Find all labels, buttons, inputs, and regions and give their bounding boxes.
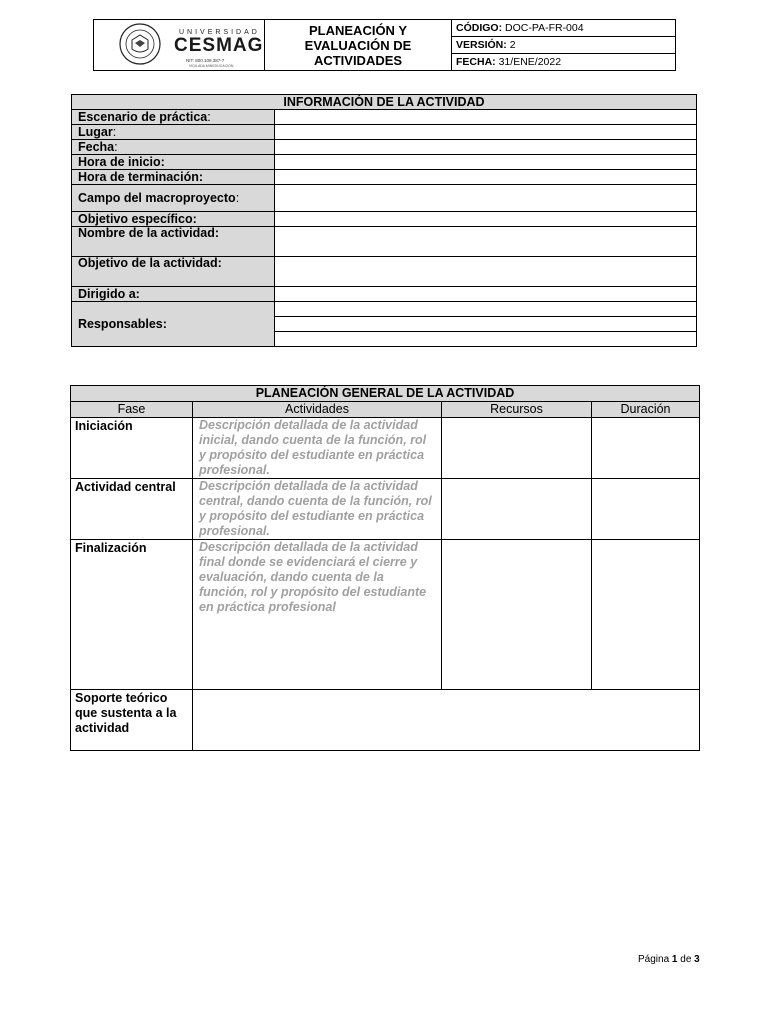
recursos-finalizacion[interactable]	[442, 540, 592, 690]
hora-fin-field[interactable]	[275, 170, 697, 185]
soporte-field[interactable]	[193, 690, 700, 751]
duracion-finalizacion[interactable]	[592, 540, 700, 690]
fase-iniciacion: Iniciación	[71, 418, 193, 479]
table-row	[71, 418, 700, 479]
duracion-central[interactable]	[592, 479, 700, 540]
fase-finalizacion: Finalización	[71, 540, 193, 690]
table-row	[71, 690, 700, 751]
version-value: 2	[509, 39, 516, 51]
lugar-label: Lugar:	[72, 125, 275, 140]
page-number	[638, 954, 700, 965]
responsable-field-1[interactable]	[275, 302, 697, 317]
nombre-field[interactable]	[275, 227, 697, 257]
actividad-iniciacion[interactable]: Descripción detallada de la actividad inicial, dando cuenta de la función, rol y propósito del estudiante en práctica profesional.	[193, 418, 442, 479]
actividad-central[interactable]: Descripción detallada de la actividad central, dando cuenta de la función, rol y propósito del estudiante en práctica profesional.	[193, 479, 442, 540]
col-duracion: Duración	[592, 402, 700, 418]
objetivo-actividad-label: Objetivo de la actividad:	[72, 257, 275, 287]
table-row	[71, 540, 700, 690]
actividad-finalizacion[interactable]: Descripción detallada de la actividad final donde se evidenciará el cierre y evaluación, dando cuenta de la función, rol y propósito del estudiante en práctica profesional	[193, 540, 442, 690]
table-row	[71, 479, 700, 540]
codigo-cell	[452, 20, 676, 37]
dirigido-label: Dirigido a:	[72, 287, 275, 302]
escenario-field[interactable]	[275, 110, 697, 125]
fecha-field[interactable]	[275, 140, 697, 155]
recursos-central[interactable]	[442, 479, 592, 540]
nit-text: NIT: 800.109.387-7	[186, 58, 225, 63]
soporte-label: Soporte teórico que sustenta a la actividad	[71, 690, 193, 751]
responsable-field-3[interactable]	[275, 332, 697, 347]
de-label: de	[680, 954, 692, 965]
fecha-label: FECHA:	[456, 56, 496, 68]
objetivo-especifico-field[interactable]	[275, 212, 697, 227]
col-recursos: Recursos	[442, 402, 592, 418]
total-pages: 3	[694, 954, 700, 965]
fecha-cell	[452, 54, 676, 71]
info-section-title: INFORMACIÓN DE LA ACTIVIDAD	[72, 95, 697, 110]
objetivo-actividad-field[interactable]	[275, 257, 697, 287]
nombre-label: Nombre de la actividad:	[72, 227, 275, 257]
fase-central: Actividad central	[71, 479, 193, 540]
version-cell	[452, 37, 676, 54]
hora-inicio-field[interactable]	[275, 155, 697, 170]
codigo-label: CÓDIGO:	[456, 22, 503, 34]
university-label: UNIVERSIDAD	[179, 29, 260, 36]
university-seal-icon	[119, 23, 161, 65]
university-logo	[119, 23, 264, 68]
document-header	[93, 19, 676, 71]
hora-inicio-label: Hora de inicio:	[72, 155, 275, 170]
duracion-iniciacion[interactable]	[592, 418, 700, 479]
vigilada-text: VIGILADA MINEDUCACIÓN	[189, 64, 234, 68]
plan-table	[70, 385, 700, 751]
current-page: 1	[671, 954, 678, 965]
campo-label: Campo del macroproyecto:	[72, 185, 275, 212]
dirigido-field[interactable]	[275, 287, 697, 302]
version-label: VERSIÓN:	[456, 39, 507, 51]
document-title: PLANEACIÓN Y EVALUACIÓN DE ACTIVIDADES	[265, 20, 452, 71]
objetivo-especifico-label: Objetivo específico:	[72, 212, 275, 227]
escenario-label: Escenario de práctica:	[72, 110, 275, 125]
responsable-field-2[interactable]	[275, 317, 697, 332]
pagina-label: Página	[638, 954, 670, 965]
campo-field[interactable]	[275, 185, 697, 212]
col-fase: Fase	[71, 402, 193, 418]
lugar-field[interactable]	[275, 125, 697, 140]
fecha-value: 31/ENE/2022	[498, 56, 562, 68]
responsables-label: Responsables:	[72, 302, 275, 347]
hora-fin-label: Hora de terminación:	[72, 170, 275, 185]
info-table	[71, 94, 697, 347]
plan-section-title: PLANEACIÓN GENERAL DE LA ACTIVIDAD	[71, 386, 700, 402]
col-actividades: Actividades	[193, 402, 442, 418]
codigo-value: DOC-PA-FR-004	[505, 22, 584, 34]
university-name: CESMAG	[174, 35, 264, 56]
recursos-iniciacion[interactable]	[442, 418, 592, 479]
fecha-label-info: Fecha:	[72, 140, 275, 155]
logo-cell	[94, 20, 265, 71]
